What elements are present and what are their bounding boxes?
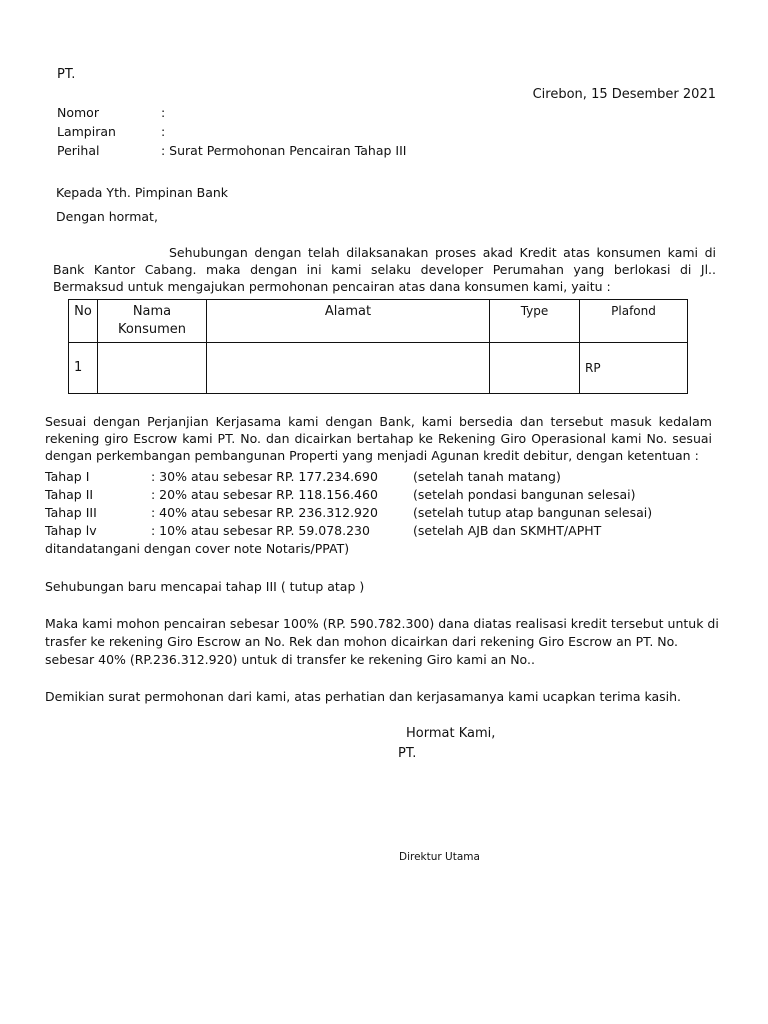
- tahap-list: [45, 469, 652, 541]
- col-header-nama: Nama Konsumen: [98, 300, 207, 343]
- company-name: PT.: [57, 67, 76, 82]
- meta-row-nomor: [57, 105, 406, 124]
- tahap-name: Tahap I: [45, 469, 90, 484]
- tahap-value: : 10% atau sebesar RP. 59.078.230: [151, 523, 370, 538]
- tahap-desc: (setelah pondasi bangunan selesai): [413, 487, 636, 502]
- paragraph-closing: Demikian surat permohonan dari kami, atas perhatian dan kerjasamanya kami ucapkan terima kasih.: [45, 689, 682, 704]
- meta-row-lampiran: [57, 124, 406, 143]
- list-item: [45, 469, 652, 487]
- meta-row-perihal: [57, 143, 406, 162]
- list-item: [45, 505, 652, 523]
- table-row: [69, 343, 688, 394]
- letter-meta: [57, 105, 406, 162]
- meta-label: Nomor: [57, 105, 99, 120]
- tahap-name: Tahap III: [45, 505, 97, 520]
- tahap-desc: (setelah tutup atap bangunan selesai): [413, 505, 653, 520]
- tahap-value: : 30% atau sebesar RP. 177.234.690: [151, 469, 378, 484]
- col-header-plafond: Plafond: [580, 300, 688, 343]
- cell-no: 1: [69, 343, 98, 394]
- col-header-alamat: Alamat: [207, 300, 490, 343]
- meta-label: Lampiran: [57, 124, 116, 139]
- place-date: Cirebon, 15 Desember 2021: [532, 87, 716, 102]
- meta-value: : Surat Permohonan Pencairan Tahap III: [161, 143, 407, 158]
- recipient: Kepada Yth. Pimpinan Bank: [56, 185, 229, 200]
- table-header-row: [69, 300, 688, 343]
- signer-title: Direktur Utama: [399, 851, 480, 863]
- tahap-desc: (setelah AJB dan SKMHT/APHT: [413, 523, 602, 538]
- paragraph-request: Maka kami mohon pencairan sebesar 100% (RP. 590.782.300) dana diatas realisasi kredit tersebut untuk di trasfer ke rekening Giro Escrow an No. Rek dan mohon dicairkan dari rekening Giro Escrow an PT. No. sebesar 40% (RP.236.312.920) untuk di transfer ke rekening Giro kami an No..: [45, 616, 719, 667]
- greeting: Dengan hormat,: [56, 209, 158, 224]
- meta-value: :: [161, 124, 166, 139]
- tahap-value: : 40% atau sebesar RP. 236.312.920: [151, 505, 378, 520]
- cell-alamat: [207, 343, 490, 394]
- paragraph-intro: [53, 245, 716, 296]
- cell-type: [490, 343, 580, 394]
- tahap-tail: ditandatangani dengan cover note Notaris/PPAT): [45, 541, 350, 556]
- paragraph-agreement: Sesuai dengan Perjanjian Kerjasama kami dengan Bank, kami bersedia dan tersebut masuk kedalam rekening giro Escrow kami PT. No. dan dicairkan bertahap ke Rekening Giro Operasional kami No. sesuai dengan perkembangan pembangunan Properti yang menjadi Agunan kredit debitur, dengan ketentuan :: [45, 414, 712, 463]
- paragraph-progress: Sehubungan baru mencapai tahap III ( tutup atap ): [45, 579, 365, 594]
- tahap-name: Tahap lv: [45, 523, 97, 538]
- meta-value: :: [161, 105, 166, 120]
- tahap-name: Tahap II: [45, 487, 94, 502]
- col-header-no: No: [69, 300, 98, 343]
- list-item: [45, 523, 652, 541]
- consumer-table: [68, 299, 688, 394]
- col-header-type: Type: [490, 300, 580, 343]
- tahap-desc: (setelah tanah matang): [413, 469, 561, 484]
- list-item: [45, 487, 652, 505]
- paragraph-intro-text: Sehubungan dengan telah dilaksanakan proses akad Kredit atas konsumen kami di Bank Kantor Cabang. maka dengan ini kami selaku developer Perumahan yang berlokasi di Jl.. Bermaksud untuk mengajukan permohonan pencairan atas dana konsumen kami, yaitu :: [53, 245, 716, 294]
- meta-label: Perihal: [57, 143, 100, 158]
- closing-company: PT.: [398, 746, 417, 761]
- cell-nama: [98, 343, 207, 394]
- cell-plafond: RP: [580, 343, 688, 394]
- closing-salutation: Hormat Kami,: [406, 726, 496, 741]
- tahap-value: : 20% atau sebesar RP. 118.156.460: [151, 487, 378, 502]
